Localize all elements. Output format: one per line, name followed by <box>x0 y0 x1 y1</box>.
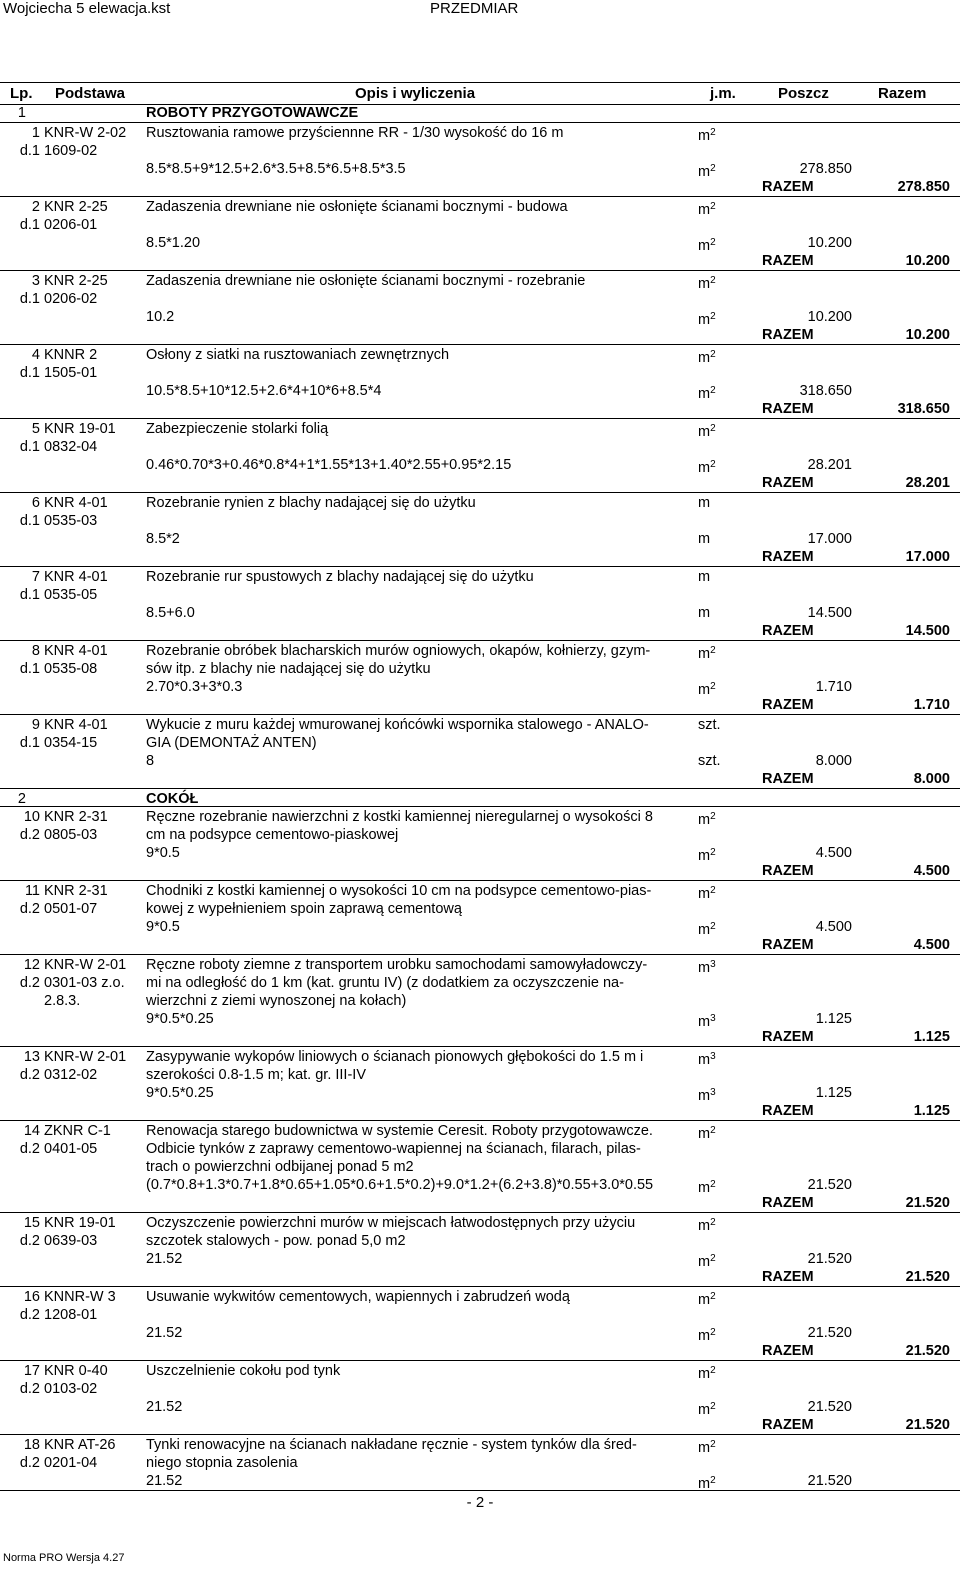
item-unit: $m^2$ <box>698 1125 716 1142</box>
item-subtotal: 21.520 <box>807 1177 852 1193</box>
item-calc-unit: $m^3$ <box>698 1087 716 1104</box>
item-calc-unit: $m^2$ <box>698 1179 716 1196</box>
item-subtotal: 17.000 <box>807 531 852 547</box>
section-title: ROBOTY PRZYGOTOWAWCZE <box>146 105 359 121</box>
item-subtotal: 1.125 <box>815 1011 852 1027</box>
item-calculation: 8.5*1.20 <box>146 235 201 251</box>
item-lp: 12 <box>23 957 40 973</box>
item-description: Rusztowania ramowe przyściennne RR - 1/30 wysokość do 16 m <box>146 125 564 141</box>
item-lp: 15 <box>23 1215 40 1231</box>
razem-label: RAZEM <box>762 327 814 343</box>
item-basis: 0535-05 <box>44 587 98 603</box>
window-header <box>0 0 960 20</box>
razem-label: RAZEM <box>762 401 814 417</box>
item-calc-unit: $m^2$ <box>698 1327 716 1344</box>
item-lp: 8 <box>31 643 40 659</box>
item-basis: KNNR 2 <box>44 347 98 363</box>
item-lp: 11 <box>24 883 40 899</box>
item-basis: 0312-02 <box>44 1067 98 1083</box>
item-sub: d.2 <box>19 1455 40 1471</box>
item-calculation: 10.5*8.5+10*12.5+2.6*4+10*6+8.5*4 <box>146 383 382 399</box>
item-description: Usuwanie wykwitów cementowych, wapiennych i zabrudzeń wodą <box>146 1289 570 1305</box>
page-number: - 2 - <box>466 1494 494 1511</box>
item-basis: 0103-02 <box>44 1381 98 1397</box>
section-title: COKÓŁ <box>146 791 199 807</box>
item-basis: 0501-07 <box>44 901 98 917</box>
razem-label: RAZEM <box>762 179 814 195</box>
item-sub: d.1 <box>19 661 40 677</box>
item-unit: $m^2$ <box>698 885 716 902</box>
razem-label: RAZEM <box>762 623 814 639</box>
item-description: Uszczelnienie cokołu pod tynk <box>146 1363 341 1379</box>
item-basis: KNR 4-01 <box>44 643 108 659</box>
item-basis: KNR 2-31 <box>44 809 108 825</box>
item-basis: KNNR-W 3 <box>44 1289 116 1305</box>
item-total: 21.520 <box>905 1195 950 1211</box>
item-lp: 17 <box>23 1363 40 1379</box>
item-basis: 0354-15 <box>44 735 98 751</box>
item-total: 4.500 <box>913 863 950 879</box>
item-total: 4.500 <box>913 937 950 953</box>
razem-label: RAZEM <box>762 1029 814 1045</box>
item-basis: 1208-01 <box>44 1307 98 1323</box>
item-sub: d.1 <box>19 439 40 455</box>
item-calculation: 8.5+6.0 <box>146 605 195 621</box>
item-calc-unit: $m^2$ <box>698 1401 716 1418</box>
item-basis: 2.8.3. <box>44 993 81 1009</box>
item-subtotal: 8.000 <box>815 753 852 769</box>
item-total: 14.500 <box>905 623 950 639</box>
item-unit: $m^2$ <box>698 645 716 662</box>
razem-label: RAZEM <box>762 697 814 713</box>
item-unit: $m^2$ <box>698 1439 716 1456</box>
item-basis: 1609-02 <box>44 143 98 159</box>
software-footer: Norma PRO Wersja 4.27 <box>3 1552 125 1564</box>
item-description: cm na podsypce cementowo-piaskowej <box>146 827 399 843</box>
item-description: Chodniki z kostki kamiennej o wysokości 10 cm na podsypce cementowo-pias- <box>146 883 652 899</box>
item-description: kowej z wypełnieniem spoin zaprawą cementową <box>146 901 462 917</box>
item-sub: d.2 <box>19 1067 40 1083</box>
item-lp: 3 <box>31 273 40 289</box>
item-lp: 16 <box>23 1289 40 1305</box>
item-description: sów itp. z blachy nie nadającej się do użytku <box>146 661 431 677</box>
document-title: PRZEDMIAR <box>430 0 519 17</box>
item-sub: d.2 <box>19 1233 40 1249</box>
col-header-jm: j.m. <box>710 85 736 102</box>
item-calculation: 2.70*0.3+3*0.3 <box>146 679 243 695</box>
item-basis: 1505-01 <box>44 365 98 381</box>
item-sub: d.1 <box>19 291 40 307</box>
razem-label: RAZEM <box>762 253 814 269</box>
razem-label: RAZEM <box>762 475 814 491</box>
section-number: 1 <box>17 105 26 121</box>
item-total: 10.200 <box>905 253 950 269</box>
item-description: Ręczne roboty ziemne z transportem urobku samochodami samowyładowczy- <box>146 957 648 973</box>
item-unit: $m^2$ <box>698 811 716 828</box>
item-description: Renowacja starego budownictwa w systemie Ceresit. Roboty przygotowawcze. <box>146 1123 653 1139</box>
item-calculation: 9*0.5 <box>146 845 180 861</box>
item-sub: d.2 <box>19 1307 40 1323</box>
item-lp: 13 <box>23 1049 40 1065</box>
item-unit: $m^2$ <box>698 201 716 218</box>
item-total: 278.850 <box>897 179 950 195</box>
item-subtotal: 278.850 <box>799 161 852 177</box>
item-total: 1.125 <box>913 1029 950 1045</box>
item-unit: m <box>698 495 711 511</box>
item-calc-unit: $m^3$ <box>698 1013 716 1030</box>
item-description: Rozebranie rur spustowych z blachy nadającej się do użytku <box>146 569 534 585</box>
item-total: 21.520 <box>905 1343 950 1359</box>
item-description: Zasypywanie wykopów liniowych o ścianach pionowych głębokości do 1.5 m i <box>146 1049 644 1065</box>
item-description: GIA (DEMONTAŻ ANTEN) <box>146 735 317 751</box>
item-lp: 5 <box>31 421 40 437</box>
item-subtotal: 21.520 <box>807 1473 852 1489</box>
item-calc-unit: m <box>698 605 711 621</box>
item-calculation: 8.5*2 <box>146 531 180 547</box>
item-total: 28.201 <box>905 475 950 491</box>
item-description: Wykucie z muru każdej wmurowanej końcówki wspornika stalowego - ANALO- <box>146 717 649 733</box>
item-total: 10.200 <box>905 327 950 343</box>
item-basis: 0535-03 <box>44 513 98 529</box>
item-description: Zadaszenia drewniane nie osłonięte ścianami bocznymi - rozebranie <box>146 273 586 289</box>
item-calc-unit: $m^2$ <box>698 1253 716 1270</box>
item-basis: 0301-03 z.o. <box>44 975 125 991</box>
item-basis: KNR 4-01 <box>44 495 108 511</box>
razem-label: RAZEM <box>762 549 814 565</box>
razem-label: RAZEM <box>762 1103 814 1119</box>
item-calc-unit: m <box>698 531 711 547</box>
item-subtotal: 28.201 <box>807 457 852 473</box>
section-number: 2 <box>17 791 26 807</box>
item-basis: KNR 4-01 <box>44 717 108 733</box>
item-unit: $m^2$ <box>698 423 716 440</box>
item-description: szerokości 0.8-1.5 m; kat. gr. III-IV <box>146 1067 366 1083</box>
item-description: Odbicie tynków z zaprawy cementowo-wapiennej na ścianach, filarach, pilas- <box>146 1141 641 1157</box>
item-sub: d.1 <box>19 217 40 233</box>
item-calc-unit: $m^2$ <box>698 921 716 938</box>
item-total: 21.520 <box>905 1269 950 1285</box>
item-lp: 14 <box>23 1123 40 1139</box>
item-basis: KNR-W 2-02 <box>44 125 127 141</box>
item-calc-unit: $m^2$ <box>698 847 716 864</box>
item-sub: d.1 <box>19 513 40 529</box>
item-calc-unit: $m^2$ <box>698 681 716 698</box>
item-calculation: 0.46*0.70*3+0.46*0.8*4+1*1.55*13+1.40*2.55+0.95*2.15 <box>146 457 512 473</box>
item-description: mi na odległość do 1 km (kat. gruntu IV) (z dodatkiem za oczyszczenie na- <box>146 975 624 991</box>
item-description: Oczyszczenie powierzchni murów w miejscach łatwodostępnych przy użyciu <box>146 1215 636 1231</box>
item-subtotal: 21.520 <box>807 1325 852 1341</box>
item-sub: d.1 <box>19 587 40 603</box>
item-unit: $m^2$ <box>698 275 716 292</box>
item-basis: ZKNR C-1 <box>44 1123 111 1139</box>
item-basis: KNR-W 2-01 <box>44 1049 127 1065</box>
item-unit: $m^2$ <box>698 349 716 366</box>
file-name: Wojciecha 5 elewacja.kst <box>3 0 171 17</box>
item-basis: 0206-01 <box>44 217 98 233</box>
item-sub: d.2 <box>19 1141 40 1157</box>
item-basis: KNR 0-40 <box>44 1363 108 1379</box>
col-header-poszcz: Poszcz <box>778 85 829 102</box>
razem-label: RAZEM <box>762 771 814 787</box>
item-unit: $m^2$ <box>698 1365 716 1382</box>
item-basis: KNR 2-25 <box>44 273 108 289</box>
razem-label: RAZEM <box>762 863 814 879</box>
item-calculation: 21.52 <box>146 1251 183 1267</box>
item-basis: KNR-W 2-01 <box>44 957 127 973</box>
item-description: niego stopnia zasolenia <box>146 1455 298 1471</box>
item-unit: $m^2$ <box>698 1291 716 1308</box>
item-description: szczotek stalowych - pow. ponad 5,0 m2 <box>146 1233 406 1249</box>
item-calculation: 9*0.5*0.25 <box>146 1011 214 1027</box>
item-basis: KNR 2-25 <box>44 199 108 215</box>
item-lp: 10 <box>23 809 40 825</box>
item-subtotal: 1.710 <box>815 679 852 695</box>
item-subtotal: 4.500 <box>815 919 852 935</box>
item-unit: szt. <box>698 717 721 733</box>
item-subtotal: 1.125 <box>815 1085 852 1101</box>
item-description: Osłony z siatki na rusztowaniach zewnętrznych <box>146 347 450 363</box>
item-sub: d.2 <box>19 901 40 917</box>
razem-label: RAZEM <box>762 937 814 953</box>
item-calculation: 10.2 <box>146 309 175 325</box>
item-subtotal: 21.520 <box>807 1251 852 1267</box>
razem-label: RAZEM <box>762 1343 814 1359</box>
item-lp: 2 <box>31 199 40 215</box>
item-subtotal: 318.650 <box>799 383 852 399</box>
item-calc-unit: $m^2$ <box>698 459 716 476</box>
item-calculation: 9*0.5*0.25 <box>146 1085 214 1101</box>
razem-label: RAZEM <box>762 1269 814 1285</box>
item-lp: 6 <box>31 495 40 511</box>
col-header-lp: Lp. <box>10 85 33 102</box>
item-description: Rozebranie obróbek blacharskich murów ogniowych, okapów, kołnierzy, gzym- <box>146 643 651 659</box>
item-sub: d.1 <box>19 143 40 159</box>
item-calc-unit: $m^2$ <box>698 237 716 254</box>
item-total: 8.000 <box>913 771 950 787</box>
item-lp: 1 <box>31 125 40 141</box>
item-total: 17.000 <box>905 549 950 565</box>
item-total: 1.710 <box>913 697 950 713</box>
item-basis: 0639-03 <box>44 1233 98 1249</box>
item-basis: 0805-03 <box>44 827 98 843</box>
item-basis: 0201-04 <box>44 1455 98 1471</box>
col-header-razem: Razem <box>878 85 927 102</box>
item-lp: 4 <box>31 347 40 363</box>
item-calc-unit: $m^2$ <box>698 311 716 328</box>
item-sub: d.2 <box>19 827 40 843</box>
item-calculation: 21.52 <box>146 1473 183 1489</box>
item-total: 1.125 <box>913 1103 950 1119</box>
item-sub: d.2 <box>19 1381 40 1397</box>
item-calculation: 21.52 <box>146 1399 183 1415</box>
item-description: Tynki renowacyjne na ścianach nakładane ręcznie - system tynków dla śred- <box>146 1437 637 1453</box>
item-lp: 7 <box>31 569 40 585</box>
razem-label: RAZEM <box>762 1417 814 1433</box>
item-description: wierzchni z ziemi wynoszonej na kołach) <box>146 993 407 1009</box>
item-sub: d.1 <box>19 365 40 381</box>
item-basis: 0832-04 <box>44 439 98 455</box>
item-subtotal: 10.200 <box>807 309 852 325</box>
item-subtotal: 10.200 <box>807 235 852 251</box>
item-calculation: 8 <box>146 753 155 769</box>
item-subtotal: 21.520 <box>807 1399 852 1415</box>
item-basis: KNR AT-26 <box>44 1437 116 1453</box>
col-header-opis: Opis i wyliczenia <box>355 85 476 102</box>
item-description: Rozebranie rynien z blachy nadającej się do użytku <box>146 495 476 511</box>
item-calculation: 9*0.5 <box>146 919 180 935</box>
item-lp: 18 <box>23 1437 40 1453</box>
item-basis: KNR 2-31 <box>44 883 108 899</box>
item-description: Zabezpieczenie stolarki folią <box>146 421 329 437</box>
item-basis: 0401-05 <box>44 1141 98 1157</box>
razem-label: RAZEM <box>762 1195 814 1211</box>
item-subtotal: 4.500 <box>815 845 852 861</box>
item-basis: KNR 19-01 <box>44 1215 116 1231</box>
item-description: Zadaszenia drewniane nie osłonięte ścianami bocznymi - budowa <box>146 199 568 215</box>
item-calc-unit: $m^2$ <box>698 385 716 402</box>
item-calc-unit: szt. <box>698 753 721 769</box>
item-lp: 9 <box>31 717 40 733</box>
item-basis: KNR 19-01 <box>44 421 116 437</box>
item-calc-unit: $m^2$ <box>698 163 716 180</box>
item-calculation: 21.52 <box>146 1325 183 1341</box>
item-unit: m <box>698 569 711 585</box>
item-subtotal: 14.500 <box>807 605 852 621</box>
item-unit: $m^3$ <box>698 1051 716 1068</box>
item-calculation: (0.7*0.8+1.3*0.7+1.8*0.65+1.05*0.6+1.5*0.2)+9.0*1.2+(6.2+3.8)*0.55+3.0*0.55 <box>146 1177 654 1193</box>
item-basis: 0206-02 <box>44 291 98 307</box>
item-total: 318.650 <box>897 401 950 417</box>
item-description: trach o powierzchni odbijanej ponad 5 m2 <box>146 1159 414 1175</box>
item-calc-unit: $m^2$ <box>698 1475 716 1492</box>
item-basis: 0535-08 <box>44 661 98 677</box>
item-unit: $m^2$ <box>698 127 716 144</box>
item-total: 21.520 <box>905 1417 950 1433</box>
item-sub: d.1 <box>19 735 40 751</box>
item-calculation: 8.5*8.5+9*12.5+2.6*3.5+8.5*6.5+8.5*3.5 <box>146 161 406 177</box>
item-sub: d.2 <box>19 975 40 991</box>
item-basis: KNR 4-01 <box>44 569 108 585</box>
item-unit: $m^3$ <box>698 959 716 976</box>
col-header-podstawa: Podstawa <box>55 85 126 102</box>
item-unit: $m^2$ <box>698 1217 716 1234</box>
item-description: Ręczne rozebranie nawierzchni z kostki kamiennej nieregularnej o wysokości 8 <box>146 809 653 825</box>
